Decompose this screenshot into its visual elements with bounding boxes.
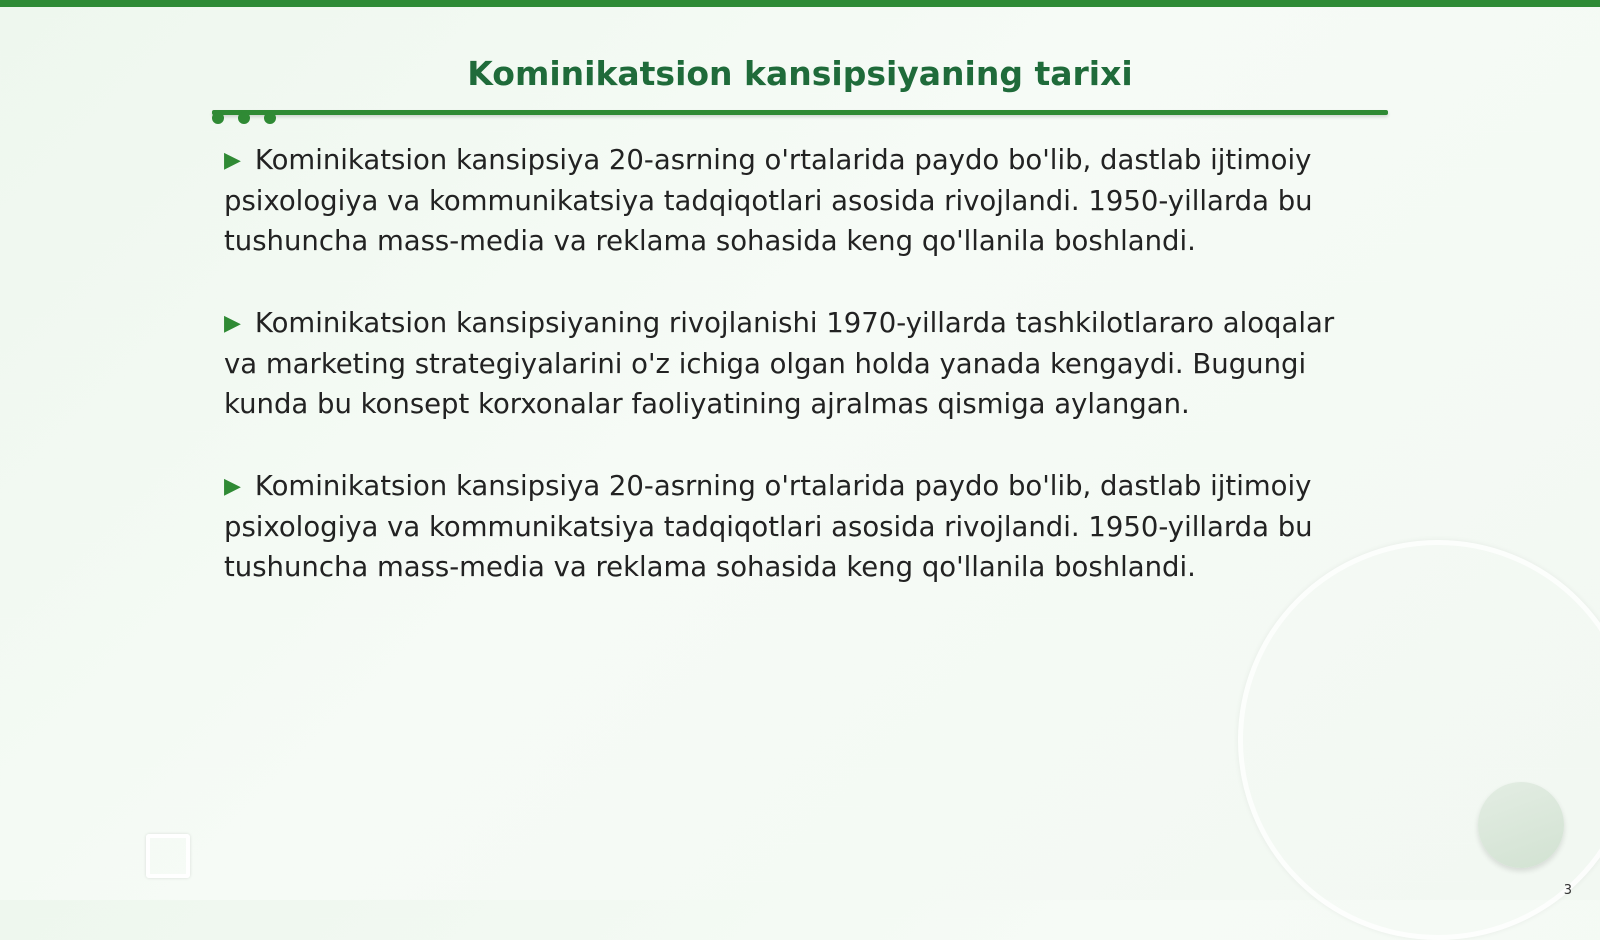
bullet-list [224,140,1374,629]
decorative-dot-3 [264,112,276,124]
decorative-dot-2 [238,112,250,124]
play-triangle-icon: ▶ [224,311,241,336]
play-triangle-icon: ▶ [224,474,241,499]
bullet-text-1: Kominikatsion kansipsiya 20-asrning o'rtalarida paydo bo'lib, dastlab ijtimoiy psixologiya va kommunikatsiya tadqiqotlari asosida rivojlandi. 1950-yillarda bu tushuncha mass-media va reklama sohasida keng qo'llanila boshlandi. [224,144,1313,257]
bullet-item-3 [224,466,1374,587]
title-underline [212,110,1388,115]
page-number: 3 [1563,883,1572,898]
bullet-text-2: Kominikatsion kansipsiyaning rivojlanishi 1970-yillarda tashkilotlararo aloqalar va marketing strategiyalarini o'z ichiga olgan holda yanada kengaydi. Bugungi kunda bu konsept korxonalar faoliyatining ajralmas qismiga aylangan. [224,307,1335,420]
play-triangle-icon: ▶ [224,148,241,173]
slide-title: Kominikatsion kansipsiyaning tarixi [467,54,1133,93]
decorative-square [146,834,190,878]
bullet-item-1 [224,140,1374,261]
bullet-text-3: Kominikatsion kansipsiya 20-asrning o'rtalarida paydo bo'lib, dastlab ijtimoiy psixologiya va kommunikatsiya tadqiqotlari asosida rivojlandi. 1950-yillarda bu tushuncha mass-media va reklama sohasida keng qo'llanila boshlandi. [224,470,1313,583]
decorative-disc [1478,782,1564,868]
bullet-item-2 [224,303,1374,424]
top-accent-bar [0,0,1600,7]
decorative-dot-1 [212,112,224,124]
